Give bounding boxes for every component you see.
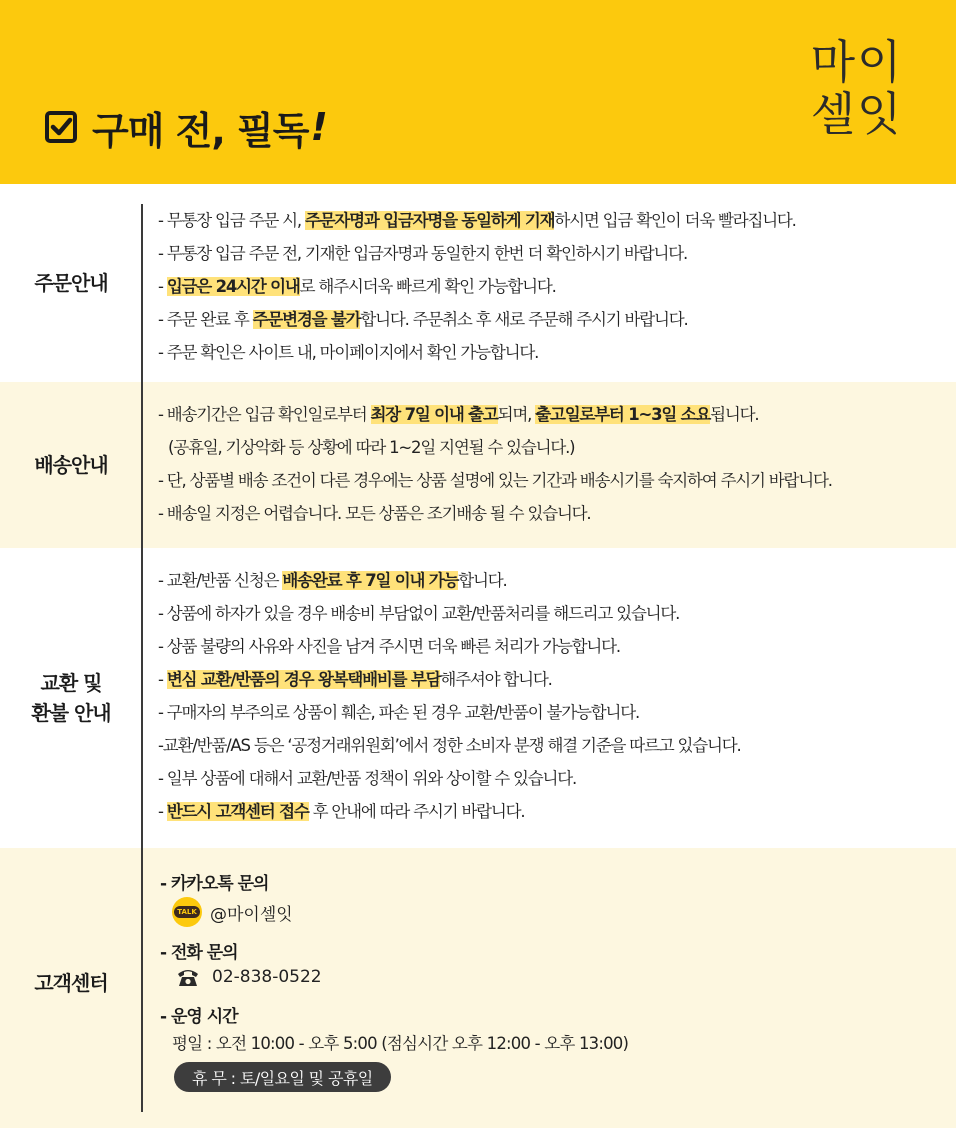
info-line (158, 431, 832, 464)
info-line (158, 795, 741, 828)
highlighted-text: 출고일로부터 1~3일 소요 (535, 405, 711, 424)
info-line (158, 303, 796, 336)
highlighted-text: 변심 교환/반품의 경우 왕복택배비를 부담 (166, 670, 441, 689)
info-line (158, 564, 741, 597)
highlighted-text: 반드시 고객센터 접수 (166, 802, 309, 821)
info-line (158, 336, 796, 369)
info-line (158, 497, 832, 530)
info-line (158, 663, 741, 696)
line-text: - 무통장 입금 주문 전, 기재한 입금자명과 동일한지 한번 더 확인하시기 바랍니다. (158, 244, 687, 263)
line-text: - 주문 확인은 사이트 내, 마이페이지에서 확인 가능합니다. (158, 343, 539, 362)
info-line (158, 762, 741, 795)
page-header (0, 0, 956, 184)
label-divider (141, 204, 143, 1112)
order-section (0, 184, 956, 382)
kakao-contact[interactable] (172, 897, 293, 927)
brand-logo (802, 36, 912, 140)
info-line (158, 630, 741, 663)
exchange-info-list (158, 564, 741, 828)
info-line (158, 729, 741, 762)
info-line (158, 696, 741, 729)
line-text: - 배송일 지정은 어렵습니다. 모든 상품은 조기배송 될 수 있습니다. (158, 504, 591, 523)
kakao-id: @마이셀잇 (210, 904, 293, 925)
line-text: - 단, 상품별 배송 조건이 다른 경우에는 상품 설명에 있는 기간과 배송시기를 숙지하여 주시기 바랍니다. (158, 471, 832, 490)
delivery-info-list (158, 398, 832, 530)
delivery-section (0, 382, 956, 548)
business-hours: 평일 : 오전 10:00 - 오후 5:00 (점심시간 오후 12:00 - 오후 13:00) (172, 1034, 629, 1053)
info-line (158, 270, 796, 303)
highlighted-text: 입금은 24시간 이내 (166, 277, 300, 296)
line-text: - 주문 완료 후 (158, 310, 253, 329)
line-text: - (158, 802, 167, 821)
line-text: - 일부 상품에 대해서 교환/반품 정책이 위와 상이할 수 있습니다. (158, 769, 577, 788)
line-text: (공휴일, 기상악화 등 상황에 따라 1~2일 지연될 수 있습니다.) (168, 438, 575, 457)
hours-heading: - 운영 시간 (160, 1007, 238, 1027)
line-text: - 상품에 하자가 있을 경우 배송비 부담없이 교환/반품처리를 해드리고 있습니다. (158, 604, 680, 623)
holiday-badge: 휴 무 : 토/일요일 및 공휴일 (174, 1062, 391, 1092)
info-line (158, 398, 832, 431)
highlighted-text: 주문변경을 불가 (252, 310, 361, 329)
line-text: - 교환/반품 신청은 (158, 571, 283, 590)
line-text: 됩니다. (710, 405, 759, 424)
line-text: 해주셔야 합니다. (440, 670, 552, 689)
exchange-section (0, 548, 956, 848)
brand-logo-line2: 셀잇 (810, 87, 904, 141)
highlighted-text: 주문자명과 입금자명을 동일하게 기재 (304, 211, 555, 230)
line-text: 하시면 입금 확인이 더욱 빨라집니다. (554, 211, 796, 230)
checkbox-check-icon (44, 110, 78, 144)
kakaotalk-icon: TALK (172, 897, 202, 927)
order-section-label: 주문안내 (34, 271, 108, 295)
delivery-section-label: 배송안내 (34, 453, 108, 477)
line-text: - 배송기간은 입금 확인일로부터 (158, 405, 371, 424)
line-text: 합니다. (458, 571, 507, 590)
brand-logo-line1: 마이 (810, 35, 904, 89)
info-line (158, 464, 832, 497)
line-text: -교환/반품/AS 등은 ‘공정거래위원회’에서 정한 소비자 분쟁 해결 기준을 따르고 있습니다. (158, 736, 741, 755)
cs-section-label: 고객센터 (34, 971, 108, 995)
line-text: 후 안내에 따라 주시기 바랍니다. (308, 802, 525, 821)
info-line (158, 204, 796, 237)
page-title-text: 구매 전, 필독 (92, 108, 309, 153)
line-text: 로 해주시더욱 빠르게 확인 가능합니다. (299, 277, 556, 296)
cs-section (0, 848, 956, 1128)
kakao-heading: - 카카오톡 문의 (160, 874, 269, 894)
line-text: - 상품 불량의 사유와 사진을 남겨 주시면 더욱 빠른 처리가 가능합니다. (158, 637, 620, 656)
order-info-list (158, 204, 796, 369)
info-line (158, 237, 796, 270)
highlighted-text: 배송완료 후 7일 이내 가능 (282, 571, 459, 590)
line-text: - 무통장 입금 주문 시, (158, 211, 305, 230)
highlighted-text: 최장 7일 이내 출고 (370, 405, 498, 424)
line-text: - 구매자의 부주의로 상품이 훼손, 파손 된 경우 교환/반품이 불가능합니다. (158, 703, 640, 722)
line-text: 되며, (497, 405, 536, 424)
phone-heading: - 전화 문의 (160, 943, 238, 963)
phone-number: 02-838-0522 (212, 967, 322, 987)
line-text: - (158, 670, 167, 689)
page-title (44, 102, 327, 152)
line-text: - (158, 277, 167, 296)
phone-contact[interactable] (172, 967, 322, 987)
exchange-section-label: 교환 및 환불 안내 (31, 671, 111, 725)
line-text: 합니다. 주문취소 후 새로 주문해 주시기 바랍니다. (360, 310, 688, 329)
info-line (158, 597, 741, 630)
page-title-exclamation: ! (310, 105, 327, 149)
telephone-icon (176, 967, 200, 987)
